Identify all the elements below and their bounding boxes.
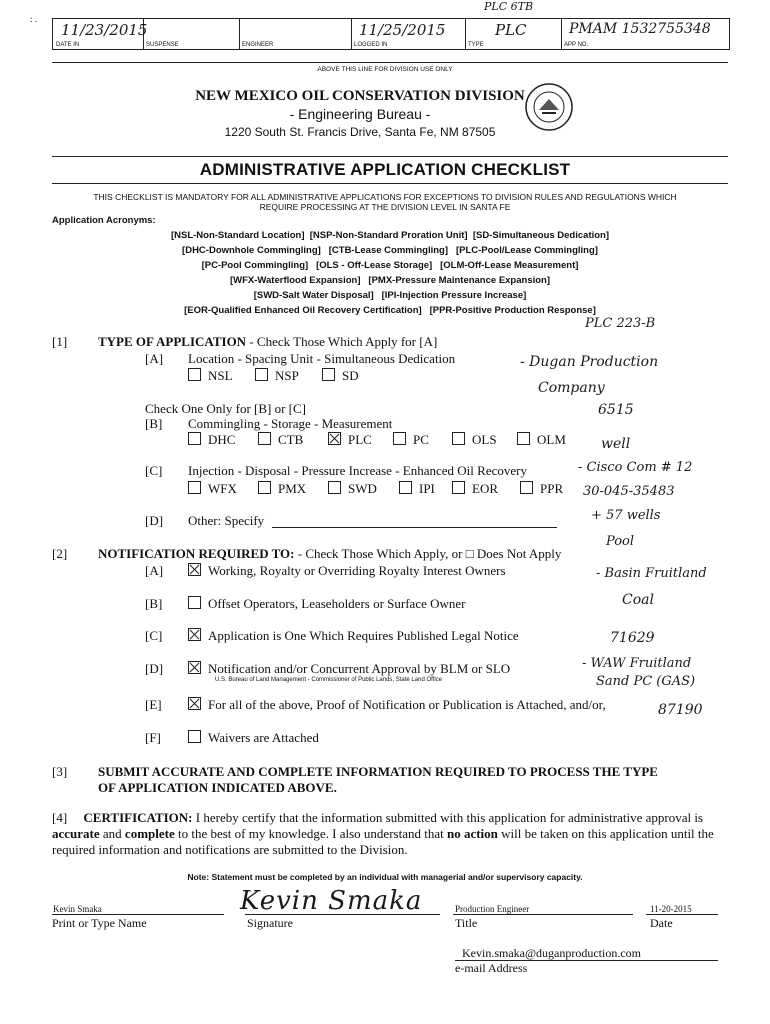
form-title: ADMINISTRATIVE APPLICATION CHECKLIST	[199, 160, 571, 179]
type-label: TYPE	[468, 42, 484, 48]
scan-mark: : .	[30, 14, 38, 24]
ppr-option[interactable]	[520, 481, 563, 497]
dhc-label: DHC	[208, 432, 236, 447]
acronym-line: [PC-Pool Commingling] [OLS - Off-Lease Storage] [OLM-Off-Lease Measurement]	[201, 260, 579, 271]
section1-heading-line	[98, 334, 437, 350]
ipi-label: IPI	[419, 481, 435, 496]
handwritten-note: 30-045-35483	[583, 484, 675, 499]
engineer-cell	[239, 19, 352, 49]
acronym-line: [NSL-Non-Standard Location] [NSP-Non-Standard Proration Unit] [SD-Simultaneous Dedication]	[170, 230, 610, 241]
acronym-line: [EOR-Qualified Enhanced Oil Recovery Certification] [PPR-Positive Production Response]	[184, 305, 596, 316]
type-annotation: PLC 6TB	[484, 0, 534, 13]
eor-option[interactable]	[452, 481, 498, 497]
handwritten-note: + 57 wells	[591, 508, 661, 523]
certification-text-a: I hereby certify that the information submitted with this application for administrative approval is	[192, 810, 703, 825]
handwritten-note: - Dugan Production	[520, 354, 659, 370]
wfx-label: WFX	[208, 481, 237, 496]
title-line[interactable]	[453, 914, 633, 915]
handwritten-note: 6515	[598, 402, 634, 418]
handwritten-note: Coal	[622, 592, 654, 608]
nsp-checkbox[interactable]	[255, 368, 268, 381]
ctb-checkbox[interactable]	[258, 432, 271, 445]
dhc-option[interactable]	[188, 432, 235, 448]
nsl-checkbox[interactable]	[188, 368, 201, 381]
engineer-label: ENGINEER	[242, 42, 274, 48]
dhc-checkbox[interactable]	[188, 432, 201, 445]
email-label: e-mail Address	[455, 961, 528, 975]
agency-address: 1220 South St. Francis Drive, Santa Fe, NM 87505	[224, 125, 496, 139]
certification-complete: complete	[124, 826, 175, 841]
wfx-checkbox[interactable]	[188, 481, 201, 494]
state-seal	[524, 82, 574, 132]
section1-a-text: Location - Spacing Unit - Simultaneous Dedication	[188, 351, 456, 366]
notify-b-text: Offset Operators, Leaseholders or Surface Owner	[208, 596, 466, 611]
notify-d-subnote: U.S. Bureau of Land Management - Commissioner of Public Lands, State Land Office	[215, 677, 443, 683]
section2-instruction: - Check Those Which Apply, or □ Does Not Apply	[294, 546, 562, 561]
wfx-option[interactable]	[188, 481, 237, 497]
eor-label: EOR	[472, 481, 498, 496]
section1-b-text: Commingling - Storage - Measurement	[188, 416, 393, 431]
section1-instruction: - Check Those Which Apply for [A]	[246, 334, 438, 349]
division-use-note: ABOVE THIS LINE FOR DIVISION USE ONLY	[317, 66, 453, 73]
signature-line[interactable]	[245, 914, 440, 915]
handwritten-note: Pool	[606, 534, 635, 549]
olm-label: OLM	[537, 432, 566, 447]
section4-number: [4]	[52, 810, 68, 825]
notify-c-text: Application is One Which Requires Published Legal Notice	[208, 628, 519, 643]
handwritten-note: Company	[538, 380, 605, 396]
notify-d-label: [D]	[145, 661, 164, 676]
notify-a-checkbox[interactable]	[188, 563, 201, 576]
certification-text-c: will be taken on this application until the required information and notifications are submitted to the Division.	[52, 826, 714, 857]
pc-label: PC	[413, 432, 429, 447]
logged-in-cell	[351, 19, 466, 49]
handwritten-note: well	[601, 436, 631, 452]
title-value: Production Engineer	[455, 904, 530, 914]
section3-text-line1: SUBMIT ACCURATE AND COMPLETE INFORMATION REQUIRED TO PROCESS THE TYPE	[98, 764, 658, 779]
title-bottom-line	[52, 183, 728, 184]
date-in-cell	[53, 19, 148, 49]
certification-paragraph	[52, 810, 722, 858]
handwritten-note: 71629	[610, 630, 655, 646]
type-value: PLC	[495, 21, 527, 39]
section2-heading-line	[98, 546, 561, 562]
sd-option[interactable]	[322, 368, 359, 384]
handwritten-note: - Basin Fruitland	[596, 566, 707, 581]
swd-option[interactable]	[328, 481, 377, 497]
date-label: Date	[650, 916, 673, 930]
ols-option[interactable]	[452, 432, 497, 448]
title-top-line	[52, 156, 728, 157]
acronyms-heading: Application Acronyms:	[52, 215, 156, 226]
logged-in-value: 11/25/2015	[359, 21, 446, 39]
pmx-option[interactable]	[258, 481, 306, 497]
notify-c-checkbox[interactable]	[188, 628, 201, 641]
swd-checkbox[interactable]	[328, 481, 341, 494]
pc-checkbox[interactable]	[393, 432, 406, 445]
olm-option[interactable]	[517, 432, 566, 448]
bc-note: Check One Only for [B] or [C]	[145, 401, 307, 416]
handwritten-note: - Cisco Com # 12	[578, 460, 693, 475]
notify-d-option[interactable]	[188, 661, 510, 677]
date-value: 11-20-2015	[650, 904, 692, 914]
date-in-label: DATE IN	[56, 42, 80, 48]
mandatory-note: THIS CHECKLIST IS MANDATORY FOR ALL ADMINISTRATIVE APPLICATIONS FOR EXCEPTIONS TO DIVISION RULES AND REGULATIONS WHICH REQUIRE PROCESSING AT THE DIVISION LEVEL IN SANTA FE	[93, 192, 677, 212]
notify-e-checkbox[interactable]	[188, 697, 201, 710]
signature-label: Signature	[247, 916, 293, 930]
notify-e-label: [E]	[145, 697, 162, 712]
section1-heading: TYPE OF APPLICATION	[98, 334, 247, 349]
other-specify-field[interactable]	[272, 527, 557, 528]
type-cell	[465, 19, 562, 49]
ppr-checkbox[interactable]	[520, 481, 533, 494]
section3-text-line2: OF APPLICATION INDICATED ABOVE.	[98, 780, 337, 795]
notify-a-text: Working, Royalty or Overriding Royalty Interest Owners	[208, 563, 506, 578]
email-value: Kevin.smaka@duganproduction.com	[462, 946, 642, 960]
handwritten-note: Sand PC (GAS)	[596, 674, 696, 689]
notify-e-text: For all of the above, Proof of Notification or Publication is Attached, and/or,	[208, 697, 606, 712]
notify-e-option[interactable]	[188, 697, 606, 713]
certification-text-b: to the best of my knowledge. I also understand that	[174, 826, 447, 841]
printed-name-label: Print or Type Name	[52, 916, 147, 930]
nsl-option[interactable]	[188, 368, 233, 384]
section2-heading: NOTIFICATION REQUIRED TO:	[98, 546, 295, 561]
suspense-label: SUSPENSE	[146, 42, 179, 48]
ipi-checkbox[interactable]	[399, 481, 412, 494]
notify-a-label: [A]	[145, 563, 164, 578]
section1-a-label: [A]	[145, 351, 164, 366]
section1-c-text: Injection - Disposal - Pressure Increase - Enhanced Oil Recovery	[188, 463, 527, 478]
certification-accurate: accurate	[52, 826, 100, 841]
section1-d-text: Other: Specify	[188, 513, 265, 528]
plc-label: PLC	[348, 432, 372, 447]
notify-b-checkbox[interactable]	[188, 596, 201, 609]
acronym-line: [DHC-Downhole Commingling] [CTB-Lease Commingling] [PLC-Pool/Lease Commingling]	[182, 245, 598, 256]
notify-d-checkbox[interactable]	[188, 661, 201, 674]
app-no-label: APP NO.	[564, 42, 589, 48]
olm-checkbox[interactable]	[517, 432, 530, 445]
ctb-label: CTB	[278, 432, 304, 447]
ctb-option[interactable]	[258, 432, 303, 448]
notify-f-checkbox[interactable]	[188, 730, 201, 743]
division-line	[52, 62, 728, 63]
app-no-value: PMAM 1532755348	[569, 21, 711, 37]
eor-checkbox[interactable]	[452, 481, 465, 494]
managerial-note: Note: Statement must be completed by an individual with managerial and/or supervisory capacity.	[187, 872, 583, 882]
handwritten-note: 87190	[658, 702, 703, 718]
agency-bureau: - Engineering Bureau -	[289, 106, 431, 122]
app-no-cell	[561, 19, 729, 49]
notify-f-label: [F]	[145, 730, 161, 745]
section3-number: [3]	[52, 764, 68, 779]
swd-label: SWD	[348, 481, 377, 496]
ipi-option[interactable]	[399, 481, 435, 497]
section1-c-label: [C]	[145, 463, 163, 478]
ols-checkbox[interactable]	[452, 432, 465, 445]
date-in-value: 11/23/2015	[61, 21, 148, 39]
ols-label: OLS	[472, 432, 497, 447]
handwritten-note: PLC 223-B	[585, 316, 656, 331]
plc-checkbox[interactable]	[328, 432, 341, 445]
notify-f-text: Waivers are Attached	[208, 730, 319, 745]
plc-option[interactable]	[328, 432, 372, 448]
pc-option[interactable]	[393, 432, 429, 448]
ppr-label: PPR	[540, 481, 564, 496]
date-line[interactable]	[646, 914, 718, 915]
notify-d-text: Notification and/or Concurrent Approval by BLM or SLO	[208, 661, 511, 676]
notify-a-option[interactable]	[188, 563, 506, 579]
printed-name-value: Kevin Smaka	[53, 904, 102, 914]
section2-number: [2]	[52, 546, 68, 561]
suspense-cell	[143, 19, 240, 49]
notify-b-option[interactable]	[188, 596, 466, 612]
division-use-header	[52, 18, 730, 50]
signature-value: Kevin Smaka	[240, 886, 423, 916]
certification-no-action: no action	[446, 826, 498, 841]
title-label: Title	[455, 916, 478, 930]
section1-number: [1]	[52, 334, 68, 349]
nsp-label: NSP	[275, 368, 299, 383]
acronym-line: [WFX-Waterflood Expansion] [PMX-Pressure Maintenance Expansion]	[229, 275, 551, 286]
sd-label: SD	[342, 368, 359, 383]
printed-name-line[interactable]	[52, 914, 224, 915]
pmx-label: PMX	[278, 481, 307, 496]
notify-b-label: [B]	[145, 596, 163, 611]
nsl-label: NSL	[208, 368, 233, 383]
notify-f-option[interactable]	[188, 730, 319, 746]
certification-and: and	[99, 826, 125, 841]
sd-checkbox[interactable]	[322, 368, 335, 381]
section1-b-label: [B]	[145, 416, 163, 431]
handwritten-note: - WAW Fruitland	[582, 656, 692, 671]
nsp-option[interactable]	[255, 368, 299, 384]
section1-d-label: [D]	[145, 513, 164, 528]
pmx-checkbox[interactable]	[258, 481, 271, 494]
certification-heading: CERTIFICATION:	[83, 810, 193, 825]
acronym-line: [SWD-Salt Water Disposal] [IPI-Injection Pressure Increase]	[253, 290, 527, 301]
logged-in-label: LOGGED IN	[354, 42, 388, 48]
notify-c-option[interactable]	[188, 628, 519, 644]
notify-c-label: [C]	[145, 628, 163, 643]
agency-name: NEW MEXICO OIL CONSERVATION DIVISION	[195, 88, 525, 104]
